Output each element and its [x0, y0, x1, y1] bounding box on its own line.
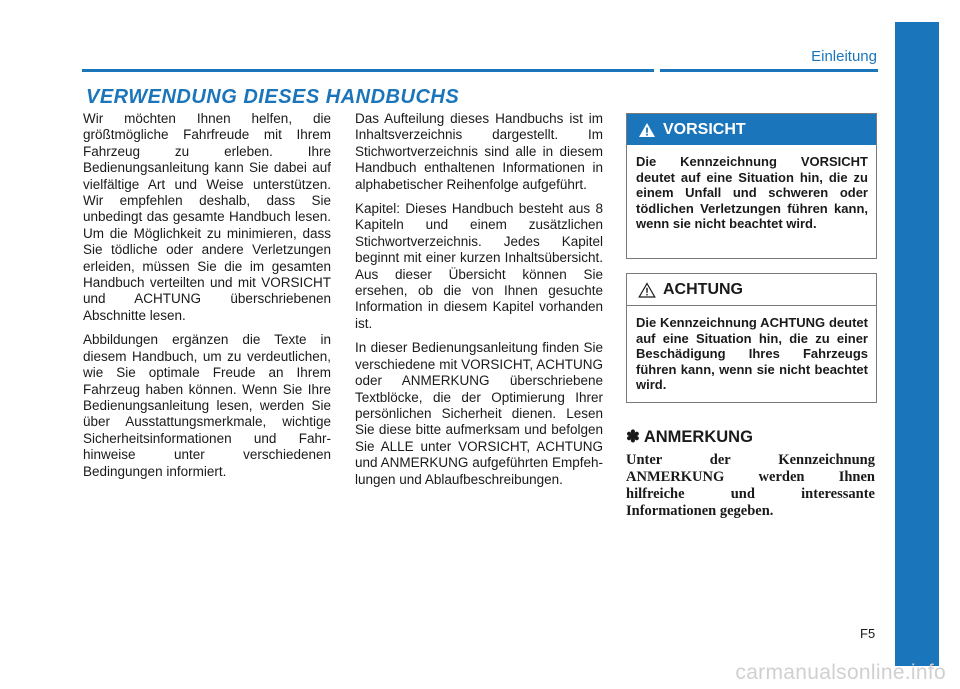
vorsicht-text: Die Kennzeichnung VORSICHT deutet auf eine Situation hin, die zu einem Unfall und schweren oder tödlichen Verletzungen führen kann, wenn sie nicht beachtet wird. [636, 154, 868, 231]
text-column-2 [355, 111, 603, 496]
anmerkung-title: ANMERKUNG [643, 428, 753, 446]
achtung-box [626, 273, 877, 403]
vorsicht-title: VORSICHT [663, 120, 746, 138]
watermark: carmanualsonline.info [735, 661, 946, 684]
page-title: VERWENDUNG DIESES HANDBUCHS [86, 86, 460, 108]
warning-triangle-outline-icon [638, 282, 656, 298]
paragraph: In dieser Bedienungsanleitung finden Sie verschiedene mit VORSICHT, ACHTUNG oder ANMERKUNG überschriebene Textblöcke, die der Optimierung Ihrer persönlichen Sicherheit dienen. Lesen Sie diese bitte aufmerksam und befolgen Sie ALLE unter VORSICHT, ACHTUNG und ANMERKUNG aufgeführten Empfeh-lungen und Ablaufbeschreibungen. [355, 340, 603, 487]
paragraph: Abbildungen ergänzen die Texte in diesem Handbuch, um zu verdeutlichen, wie Sie optimale Freude an Ihrem Fahrzeug haben können. Wenn Sie Ihre Bedienungsanleitung lesen, werden Sie über Ausstattungsmerkmale, wichtige Sicherheitsinformationen und Fahr-hinweise unter verschiedenen Bedingungen informiert. [83, 332, 331, 479]
vorsicht-header [627, 114, 876, 145]
paragraph: Wir möchten Ihnen helfen, die größtmögliche Fahrfreude mit Ihrem Fahrzeug zu erleben. Ihre Bedienungsanleitung kann Sie dabei auf vielfältige Art und Weise unterstützen. Wir empfehlen deshalb, dass Sie unbedingt das gesamte Handbuch lesen. Um die Möglichkeit zu minimieren, dass Sie tödliche oder andere Verletzungen erleiden, müssen Sie die im gesamten Handbuch verteilten und mit VORSICHT und ACHTUNG überschriebenen Abschnitte lesen. [83, 111, 331, 323]
anmerkung-heading [626, 427, 753, 447]
vorsicht-box [626, 113, 877, 259]
achtung-header [627, 274, 876, 306]
achtung-title: ACHTUNG [663, 280, 743, 298]
header-rule [82, 69, 654, 72]
section-label: Einleitung [811, 48, 877, 65]
header-rule-right [660, 69, 878, 72]
asterisk-icon: ✽ [626, 428, 640, 446]
anmerkung-text: Unter der Kennzeichnung ANMERKUNG werden Ihnen hilfreiche und interessante Informationen gegeben. [626, 452, 875, 519]
text-column-1 [83, 111, 331, 488]
paragraph: Kapitel: Dieses Handbuch besteht aus 8 Kapiteln und einem zusätzlichen Stichwortverzeichnis. Jedes Kapitel beginnt mit einer kurzen Inhaltsübersicht. Aus dieser Übersicht können Sie ersehen, ob die von Ihnen gesuchte Information in diesem Kapitel vorhanden ist. [355, 201, 603, 331]
achtung-text: Die Kennzeichnung ACHTUNG deutet auf eine Situation hin, die zu einer Beschädigung Ihres Fahrzeugs führen kann, wenn sie nicht beachtet wird. [636, 315, 868, 392]
warning-triangle-icon [638, 122, 656, 138]
paragraph: Das Aufteilung dieses Handbuchs ist im Inhaltsverzeichnis dargestellt. Im Stichwortverzeichnis sind alle in diesem Handbuch enthaltenen Informationen in alphabetischer Reihenfolge aufgeführt. [355, 111, 603, 192]
page-number: F5 [860, 626, 876, 641]
side-accent-bar [895, 22, 939, 666]
